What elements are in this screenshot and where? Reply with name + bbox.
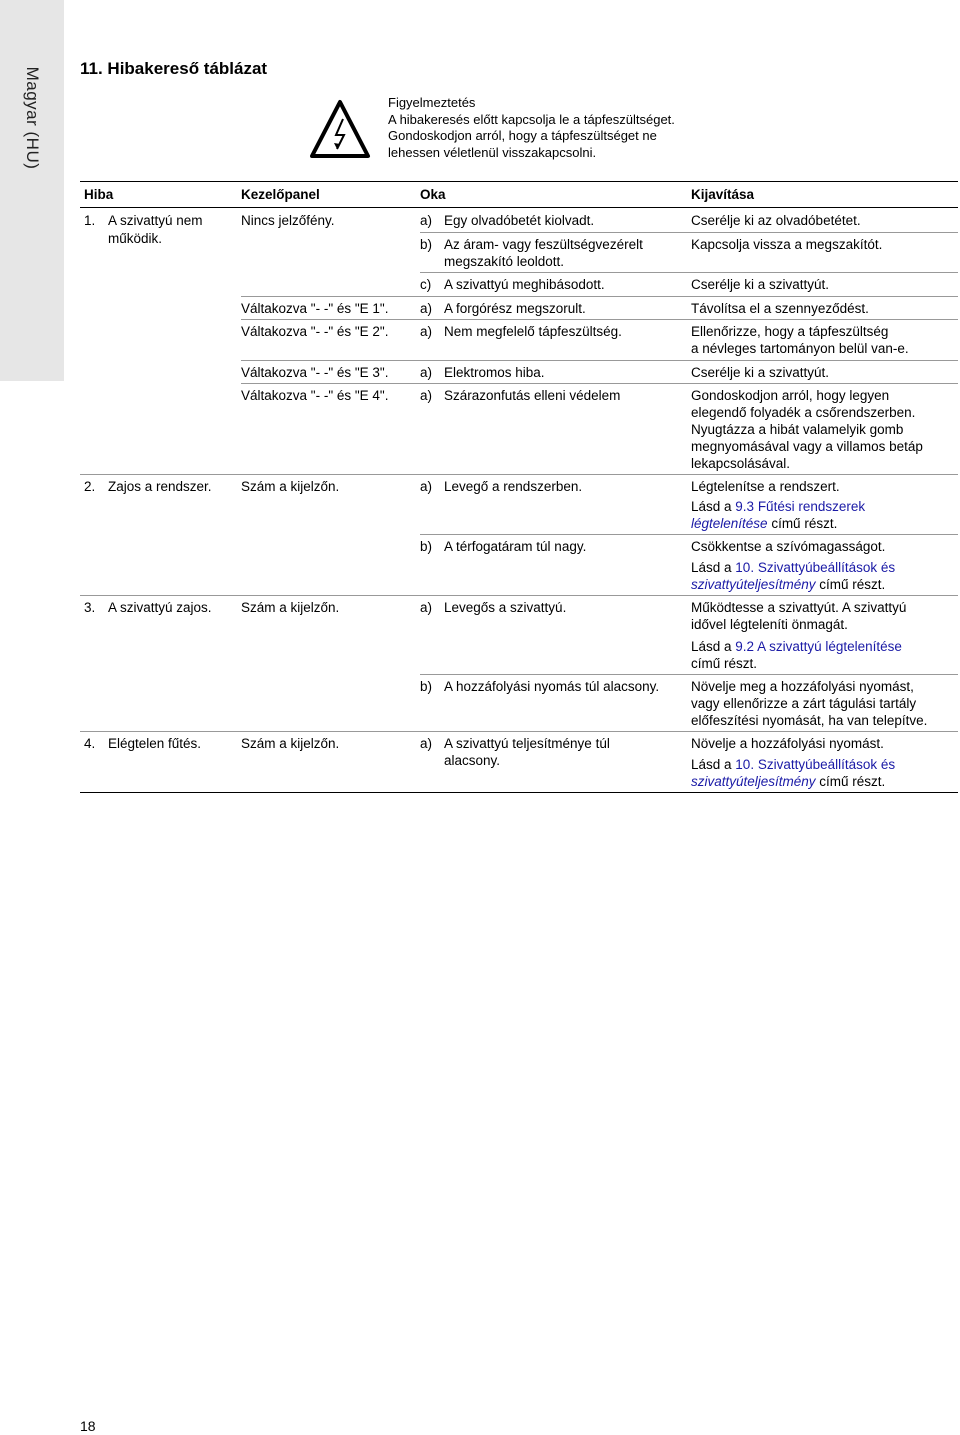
remedy-text: Lásd a [691, 499, 736, 514]
cause-text: A forgórész megszorult. [444, 301, 586, 316]
fault-number: 2. [84, 479, 96, 494]
cause-label: a) [420, 324, 433, 339]
remedy-text: Növelje a hozzáfolyási nyomást. [691, 736, 884, 751]
cause-text: A szivattyú meghibásodott. [444, 277, 605, 292]
cause-text: alacsony. [444, 753, 501, 768]
warning-box [388, 95, 675, 161]
cause-label: a) [420, 736, 433, 751]
row-divider [241, 383, 958, 384]
fault-text: működik. [108, 231, 163, 246]
fault-number: 3. [84, 600, 96, 615]
cause-text: A hozzáfolyási nyomás túl alacsony. [444, 679, 660, 694]
panel-indication: Váltakozva "- -" és "E 2". [241, 324, 389, 339]
panel-indication: Szám a kijelzőn. [241, 736, 340, 751]
table-bottom-rule [80, 792, 958, 793]
cause-label: a) [420, 388, 433, 403]
cause-label: b) [420, 237, 433, 252]
remedy-reference [691, 559, 895, 577]
cause-text: Elektromos hiba. [444, 365, 545, 380]
language-sidebar [0, 0, 64, 381]
language-label: Magyar (HU) [23, 66, 42, 170]
panel-indication: Nincs jelzőfény. [241, 213, 335, 228]
cause-label: a) [420, 301, 433, 316]
header-remedy: Kijavítása [691, 187, 755, 202]
remedy-text: előfeszítési nyomását, ha van telepítve. [691, 713, 928, 728]
remedy-reference [691, 638, 902, 656]
section-link[interactable]: 10. Szivattyúbeállítások és [735, 560, 896, 575]
remedy-text: elegendő folyadék a csőrendszerben. [691, 405, 916, 420]
remedy-text: Csökkentse a szívómagasságot. [691, 539, 886, 554]
cause-text: A szivattyú teljesítménye túl [444, 736, 610, 751]
section-link[interactable]: légtelenítése [691, 516, 768, 531]
section-title: 11. Hibakereső táblázat [80, 59, 268, 78]
remedy-text: Gondoskodjon arról, hogy legyen [691, 388, 890, 403]
electrical-hazard-warning-icon [309, 99, 371, 161]
row-divider [80, 474, 958, 475]
section-link[interactable]: szivattyúteljesítmény [691, 577, 816, 592]
cause-label: a) [420, 479, 433, 494]
remedy-text: Légtelenítse a rendszert. [691, 479, 840, 494]
header-cause: Oka [420, 187, 446, 202]
remedy-text: Cserélje ki a szivattyút. [691, 277, 830, 292]
warning-line: lehessen véletlenül visszakapcsolni. [388, 144, 597, 160]
page-number: 18 [80, 1418, 96, 1434]
remedy-text: című részt. [815, 577, 886, 592]
remedy-reference [691, 773, 885, 791]
warning-line: Gondoskodjon arról, hogy a tápfeszültséget ne [388, 128, 657, 143]
section-link[interactable]: szivattyúteljesítmény [691, 774, 816, 789]
header-fault: Hiba [84, 187, 114, 202]
remedy-reference [691, 756, 895, 774]
remedy-reference [691, 498, 865, 516]
row-divider [241, 360, 958, 361]
remedy-reference [691, 576, 885, 594]
table-top-rule [80, 181, 958, 182]
remedy-text: idővel légteleníti önmagát. [691, 617, 848, 632]
remedy-text: Cserélje ki az olvadóbetétet. [691, 213, 861, 228]
remedy-text: Működtesse a szivattyút. A szivattyú [691, 600, 907, 615]
remedy-text: Ellenőrizze, hogy a tápfeszültség [691, 324, 889, 339]
remedy-text: című részt. [691, 656, 758, 671]
header-bottom-rule [80, 207, 958, 208]
cause-label: a) [420, 365, 433, 380]
row-divider [420, 674, 958, 675]
cause-label: a) [420, 600, 433, 615]
row-divider [80, 595, 958, 596]
cause-text: A térfogatáram túl nagy. [444, 539, 587, 554]
fault-number: 1. [84, 213, 96, 228]
remedy-text: című részt. [767, 516, 838, 531]
header-panel: Kezelőpanel [241, 187, 320, 202]
cause-text: Az áram- vagy feszültségvezérelt [444, 237, 643, 252]
row-divider [241, 296, 958, 297]
panel-indication: Váltakozva "- -" és "E 4". [241, 388, 389, 403]
cause-label: b) [420, 679, 433, 694]
remedy-text: Lásd a [691, 639, 736, 654]
remedy-text: Cserélje ki a szivattyút. [691, 365, 830, 380]
cause-text: Levegő a rendszerben. [444, 479, 583, 494]
remedy-text: vagy ellenőrizze a zárt tágulási tartály [691, 696, 917, 711]
panel-indication: Szám a kijelzőn. [241, 600, 340, 615]
fault-number: 4. [84, 736, 96, 751]
remedy-text: Távolítsa el a szennyeződést. [691, 301, 869, 316]
cause-label: c) [420, 277, 432, 292]
row-divider [241, 319, 958, 320]
cause-text: megszakító leoldott. [444, 254, 565, 269]
fault-text: Elégtelen fűtés. [108, 736, 202, 751]
remedy-reference [691, 515, 837, 533]
panel-indication: Szám a kijelzőn. [241, 479, 340, 494]
section-link[interactable]: 9.2 A szivattyú légtelenítése [735, 639, 902, 654]
remedy-text: Lásd a [691, 757, 736, 772]
section-link[interactable]: 9.3 Fűtési rendszerek [735, 499, 866, 514]
cause-text: Egy olvadóbetét kiolvadt. [444, 213, 595, 228]
fault-text: A szivattyú nem [108, 213, 203, 228]
row-divider [420, 534, 958, 535]
cause-text: Szárazonfutás elleni védelem [444, 388, 621, 403]
remedy-text: Kapcsolja vissza a megszakítót. [691, 237, 883, 252]
row-divider [80, 731, 958, 732]
fault-text: A szivattyú zajos. [108, 600, 212, 615]
cause-text: Levegős a szivattyú. [444, 600, 567, 615]
cause-text: Nem megfelelő tápfeszültség. [444, 324, 622, 339]
fault-text: Zajos a rendszer. [108, 479, 212, 494]
remedy-text: Növelje meg a hozzáfolyási nyomást, [691, 679, 914, 694]
warning-line: A hibakeresés előtt kapcsolja le a tápfeszültséget. [388, 111, 675, 127]
warning-heading: Figyelmeztetés [388, 95, 476, 110]
panel-indication: Váltakozva "- -" és "E 3". [241, 365, 389, 380]
section-link[interactable]: 10. Szivattyúbeállítások és [735, 757, 896, 772]
remedy-text: a névleges tartományon belül van-e. [691, 341, 909, 356]
row-divider [420, 272, 958, 273]
panel-indication: Váltakozva "- -" és "E 1". [241, 301, 389, 316]
cause-label: b) [420, 539, 433, 554]
remedy-text: lekapcsolásával. [691, 456, 791, 471]
row-divider [420, 232, 958, 233]
remedy-text: című részt. [815, 774, 886, 789]
remedy-text: megnyomásával vagy a villamos betáp [691, 439, 923, 454]
cause-label: a) [420, 213, 433, 228]
remedy-text: Nyugtázza a hibát valamelyik gomb [691, 422, 904, 437]
remedy-text: Lásd a [691, 560, 736, 575]
